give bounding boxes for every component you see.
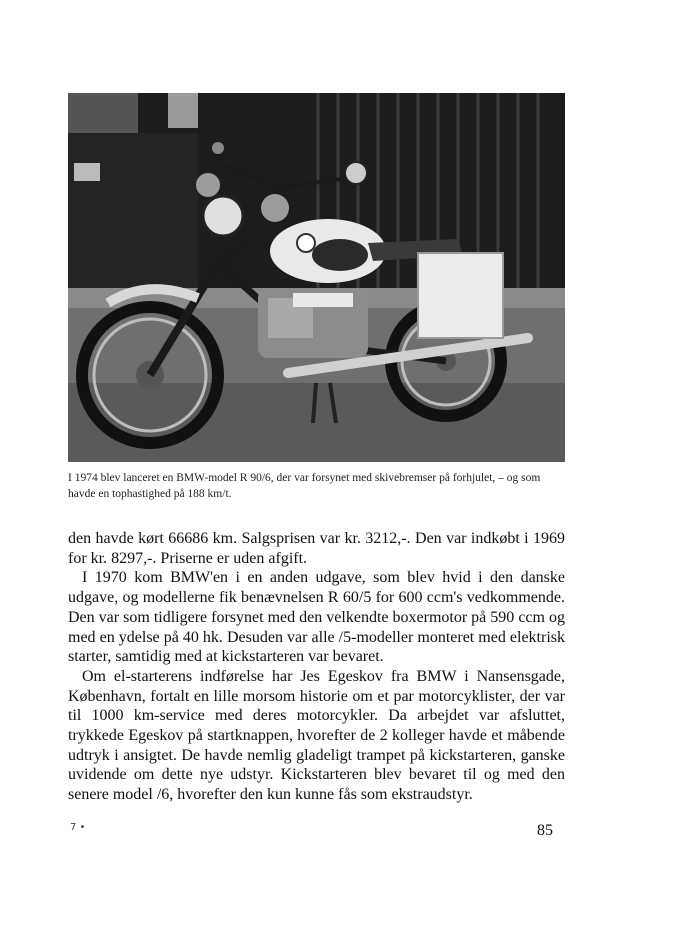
figure-caption: I 1974 blev lanceret en BMW-model R 90/6, der var forsynet med skivebremser på forhjulet, – og som havde en tophastighed på 188 km/t. bbox=[68, 472, 541, 500]
signature-mark: 7 • bbox=[70, 822, 86, 833]
page-number: 85 bbox=[537, 822, 553, 839]
paragraph: den havde kørt 66686 km. Salgsprisen var kr. 3212,-. Den var indkøbt i 1969 for kr. 8297,-. Priserne er uden afgift. bbox=[68, 530, 565, 567]
paragraph: I 1970 kom BMW'en i en anden udgave, som blev hvid i den danske udgave, og modellerne fik benævnelsen R 60/5 for 600 ccm's vedkommende. Den var som tidligere forsynet med den velkendte boxermotor på 590 ccm og med en ydelse på 40 hk. Desuden var alle /5-modeller monteret med elektrisk starter, samtidig med at kickstarteren var bevaret. bbox=[68, 569, 565, 666]
motorcycle-photo bbox=[68, 93, 565, 462]
paragraph: Om el-starterens indførelse har Jes Egeskov fra BMW i Nansensgade, København, fortalt en lille morsom historie om et par motorcyklister, der var til 1000 km-service med deres motorcykler. Da arbejdet var afsluttet, trykkede Egeskov på startknappen, hvorefter de 2 kolleger havde et måbende udtryk i ansigtet. De havde nemlig gladeligt trampet på kickstarteren, ganske uvidende om dette nye udstyr. Kickstarteren blev bevaret til og med den senere model /6, hvorefter den kun kunne fås som ekstraudstyr. bbox=[68, 667, 565, 804]
body-text bbox=[68, 529, 565, 805]
